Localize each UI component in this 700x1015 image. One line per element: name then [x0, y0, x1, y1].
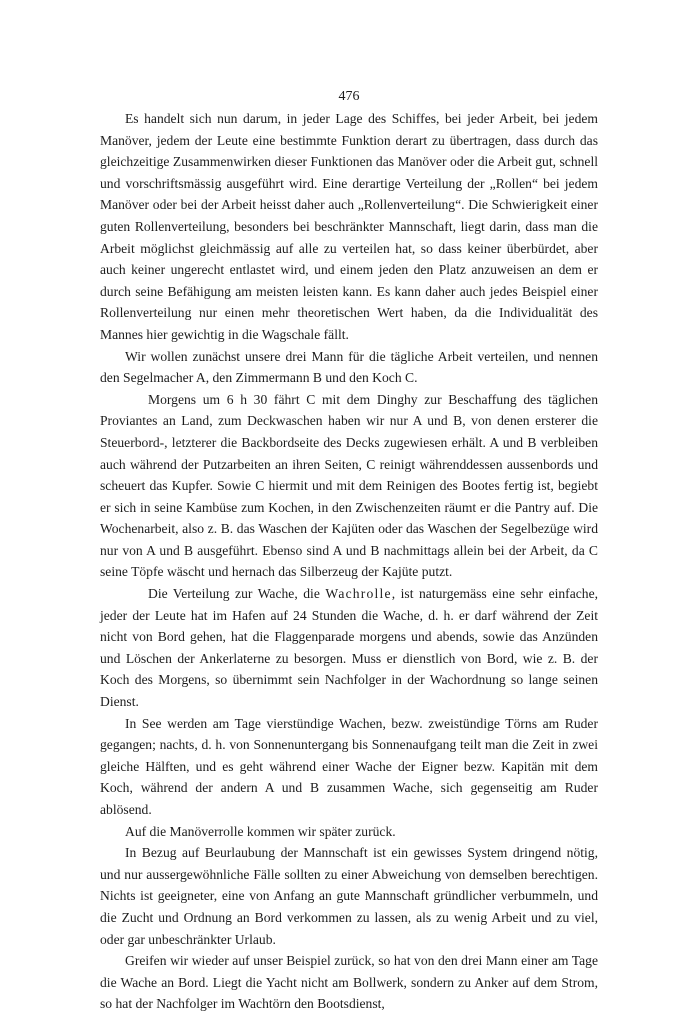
- paragraph: In See werden am Tage vierstündige Wachen, bezw. zweistündige Törns am Ruder gegangen; nachts, d. h. von Sonnenuntergang bis Sonnenaufgang teilt man die Zeit in zwei gleiche Hälften, und es geht während einer Wache der Eigner bezw. Kapitän mit dem Koch, während der andern A und B zusammen Wache, sich gegenseitig am Ruder ablösend.: [100, 715, 598, 817]
- paragraph: Es handelt sich nun darum, in jeder Lage des Schiffes, bei jeder Arbeit, bei jedem Manöver, jedem der Leute eine bestimmte Funktion derart zu übertragen, dass durch das gleichzeitige Zusammenwirken dieser Funktionen das Manöver oder die Arbeit gut, schnell und vorschriftsmässig ausgeführt wird. Eine derartige Verteilung der „Rollen“ bei jedem Manöver oder bei der Arbeit heisst daher auch „Rollenverteilung“. Die Schwierigkeit einer guten Rollenverteilung, besonders bei beschränkter Mannschaft, liegt darin, dass man die Arbeit möglichst gleichmässig auf alle zu verteilen hat, so dass keiner überbürdet, aber auch keiner ungerecht entlastet wird, und einem jeden den Platz anzuweisen an dem er durch seine Befähigung am meisten leisten kann. Es kann daher auch jedes Beispiel einer Rollenverteilung nur einen mehr theoretischen Wert haben, da die Individualität des Mannes hier gewichtig in die Wagschale fällt.: [100, 111, 598, 342]
- paragraph: [100, 583, 598, 713]
- page-number: 476: [338, 89, 360, 104]
- paragraph: Greifen wir wieder auf unser Beispiel zurück, so hat von den drei Mann einer am Tage die Wache an Bord. Liegt die Yacht nicht am Bollwerk, sondern zu Anker auf dem Strom, so hat der Nachfolger im Wachtörn den Bootsdienst,: [100, 953, 598, 1012]
- paragraph-text: Die Verteilung zur Wache, die: [148, 586, 326, 602]
- paragraph: In Bezug auf Beurlaubung der Mannschaft ist ein gewisses System dringend nötig, und nur aussergewöhnliche Fälle sollten zu einer Abweichung von demselben berechtigen. Nichts ist geeigneter, eine von Anfang an gute Mannschaft gründlicher verbummeln, und die Zucht und Ordnung an Bord verkommen zu lassen, als zu wenig Arbeit und zu viel, oder gar unbeschränkter Urlaub.: [100, 845, 598, 947]
- emphasized-term: Wachrolle: [325, 586, 392, 602]
- paragraph-text: , ist naturgemäss eine sehr einfache, jeder der Leute hat im Hafen auf 24 Stunden die Wache, d. h. er darf während der Zeit nicht von Bord gehen, hat die Flaggenparade morgens und abends, sowie das Anzünden und Löschen der Ankerlaterne zu besorgen. Muss er dienstlich von Bord, wie z. B. der Koch des Morgens, so übernimmt sein Nachfolger in der Wachordnung so lange seinen Dienst.: [100, 586, 598, 710]
- paragraph: Wir wollen zunächst unsere drei Mann für die tägliche Arbeit verteilen, und nennen den Segelmacher A, den Zimmermann B und den Koch C.: [100, 348, 598, 386]
- paragraph: Auf die Manöverrolle kommen wir später zurück.: [125, 823, 396, 839]
- paragraph: Morgens um 6 h 30 fährt C mit dem Dinghy zur Beschaffung des täglichen Proviantes an Land, zum Deckwaschen haben wir nur A und B, von denen ersterer die Steuerbord-, letzterer die Backbordseite des Decks zugewiesen erhält. A und B verbleiben auch während der Putzarbeiten an ihren Seiten, C reinigt währenddessen aussenbords und scheuert das Kupfer. Sowie C hiermit und mit dem Reinigen des Bootes fertig ist, begiebt er sich in seine Kambüse zum Kochen, in den Zwischenzeiten räumt er die Pantry auf. Die Wochenarbeit, also z. B. das Waschen der Kajüten oder das Waschen der Segelbezüge wird nur von A und B ausgeführt. Ebenso sind A und B nachmittags allein bei der Arbeit, da C seine Töpfe wäscht und hernach das Silberzeug der Kajüte putzt.: [100, 391, 598, 580]
- body-text: [100, 108, 598, 1015]
